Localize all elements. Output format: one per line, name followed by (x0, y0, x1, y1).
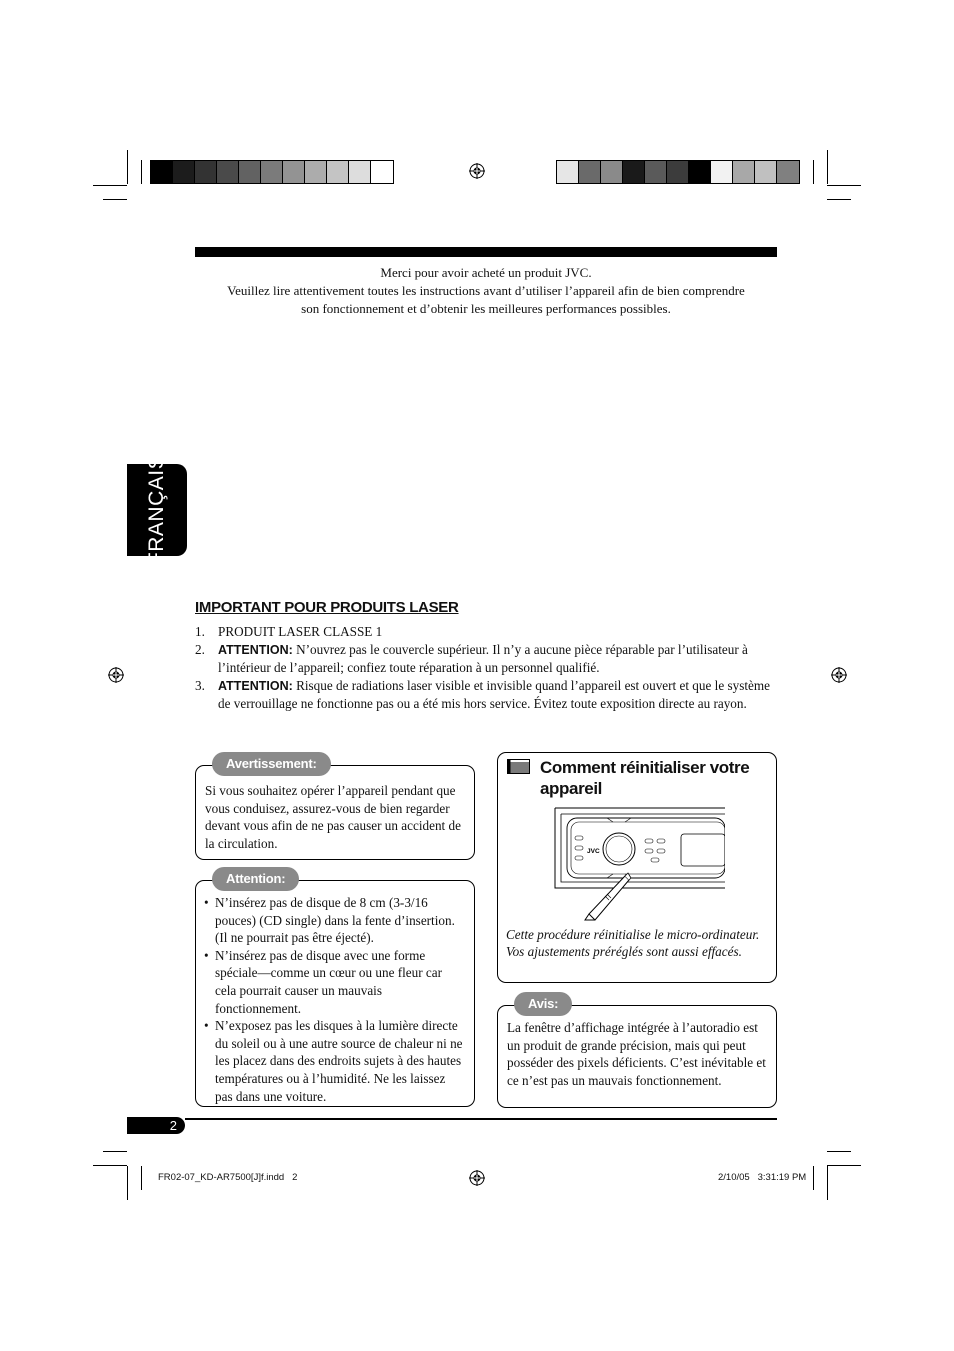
color-swatch (601, 161, 623, 183)
reset-title-line: appareil (540, 779, 602, 798)
item-text: PRODUIT LASER CLASSE 1 (218, 624, 383, 639)
color-swatch (349, 161, 371, 183)
color-swatch (327, 161, 349, 183)
crop-mark (813, 160, 814, 184)
list-item (195, 623, 777, 641)
reset-title-line: Comment réinitialiser votre (540, 758, 750, 777)
intro-line: Veuillez lire attentivement toutes les instructions avant d’utiliser l’appareil afin de bien comprendre (227, 283, 745, 298)
warning-text: Si vous souhaitez opérer l’appareil pendant que vous conduisez, assurez-vous de bien regarder devant vous afin de ne pas causer un accident de la circulation. (205, 783, 461, 851)
color-swatch (239, 161, 261, 183)
color-swatch (557, 161, 579, 183)
list-item (195, 641, 777, 677)
color-swatch (711, 161, 733, 183)
list-item: • N’insérez pas de disque de 8 cm (3-3/16 pouces) (CD single) dans la fente d’insertion. (Il ne pourrait pas être éjecté). (204, 894, 466, 947)
crop-mark (827, 1166, 828, 1200)
laser-list (195, 623, 777, 713)
color-swatch (733, 161, 755, 183)
header-rule (195, 247, 777, 257)
color-swatch (195, 161, 217, 183)
attention-list (204, 894, 466, 1105)
intro-line: Merci pour avoir acheté un produit JVC. (380, 265, 592, 280)
item-text: N’ouvrez pas le couvercle supérieur. Il n’y a aucune pièce réparable par l’utilisateur à l’intérieur de l’appareil; confiez toute réparation à un personnel qualifié. (218, 641, 748, 675)
item-number: 3. (195, 677, 205, 693)
attention-label: Attention: (212, 867, 299, 891)
list-item: • N’insérez pas de disque avec une forme spéciale—comme un cœur ou une fleur car cela pourrait causer un mauvais fonctionnement. (204, 947, 466, 1017)
crop-mark (827, 1165, 861, 1166)
crop-mark (827, 1151, 851, 1152)
crop-mark (127, 150, 128, 184)
color-swatch (217, 161, 239, 183)
crop-mark (93, 185, 127, 186)
color-swatch (283, 161, 305, 183)
color-swatch (371, 161, 393, 183)
crop-mark (127, 1166, 128, 1200)
crop-mark (103, 199, 127, 200)
color-swatch (667, 161, 689, 183)
registration-mark-icon (469, 163, 485, 179)
registration-mark-icon (108, 667, 124, 683)
crop-mark (827, 185, 861, 186)
color-swatch (623, 161, 645, 183)
intro-line: son fonctionnement et d’obtenir les meilleures performances possibles. (301, 301, 671, 316)
registration-mark-icon (831, 667, 847, 683)
crop-mark (103, 1151, 127, 1152)
item-keyword: ATTENTION: (218, 678, 293, 693)
notice-text: La fenêtre d’affichage intégrée à l’autoradio est un produit de grande précision, mais qui peut posséder des pixels déficients. C’est inévitable et ce n’est pas un mauvais fonctionnement. (507, 1020, 766, 1088)
car-stereo-illustration (545, 806, 725, 924)
device-brand: JVC (587, 848, 600, 855)
color-swatch (645, 161, 667, 183)
section-marker-icon (507, 759, 531, 775)
language-tab (127, 454, 187, 566)
item-number: 1. (195, 624, 205, 639)
reset-note: Cette procédure réinitialise le micro-ordinateur. Vos ajustements préréglés sont aussi effacés. (506, 927, 760, 959)
file-slug: FR02-07_KD-AR7500[J]f.indd 2 (158, 1172, 298, 1183)
color-swatch (305, 161, 327, 183)
section-title: IMPORTANT POUR PRODUITS LASER (195, 599, 459, 616)
color-swatch (755, 161, 777, 183)
color-swatch (579, 161, 601, 183)
list-item: • N’exposez pas les disques à la lumière directe du soleil ou à une autre source de chaleur ni ne les placez dans des endroits sujets à des hautes températures ou à l’humidité. Ne les laissez pas dans une voiture. (204, 1017, 466, 1105)
item-number: 2. (195, 641, 205, 657)
intro-text (195, 264, 777, 318)
crop-mark (827, 150, 828, 184)
crop-mark (93, 1165, 127, 1166)
color-swatch (777, 161, 799, 183)
page-number-tab (127, 1117, 185, 1134)
warning-label: Avertissement: (212, 752, 331, 776)
crop-mark (141, 160, 142, 184)
date-slug: 2/10/05 3:31:19 PM (718, 1172, 807, 1183)
item-text: Risque de radiations laser visible et invisible quand l’appareil est ouvert et que le système de verrouillage ne fonctionne pas ou a été mis hors service. Évitez toute exposition directe au rayon. (218, 677, 770, 711)
item-keyword: ATTENTION: (218, 642, 293, 657)
language-tab-label: FRANÇAIS (145, 454, 168, 566)
color-swatch (173, 161, 195, 183)
page-number: 2 (169, 1118, 177, 1133)
color-swatch (261, 161, 283, 183)
notice-label: Avis: (514, 992, 572, 1016)
color-bar-right (556, 160, 800, 184)
color-bar-left (150, 160, 394, 184)
footer-rule (185, 1118, 777, 1120)
crop-mark (827, 199, 851, 200)
crop-mark (813, 1166, 814, 1190)
color-swatch (689, 161, 711, 183)
color-swatch (151, 161, 173, 183)
crop-mark (141, 1166, 142, 1190)
list-item (195, 677, 777, 713)
registration-mark-icon (469, 1170, 485, 1186)
reset-title (540, 757, 749, 799)
